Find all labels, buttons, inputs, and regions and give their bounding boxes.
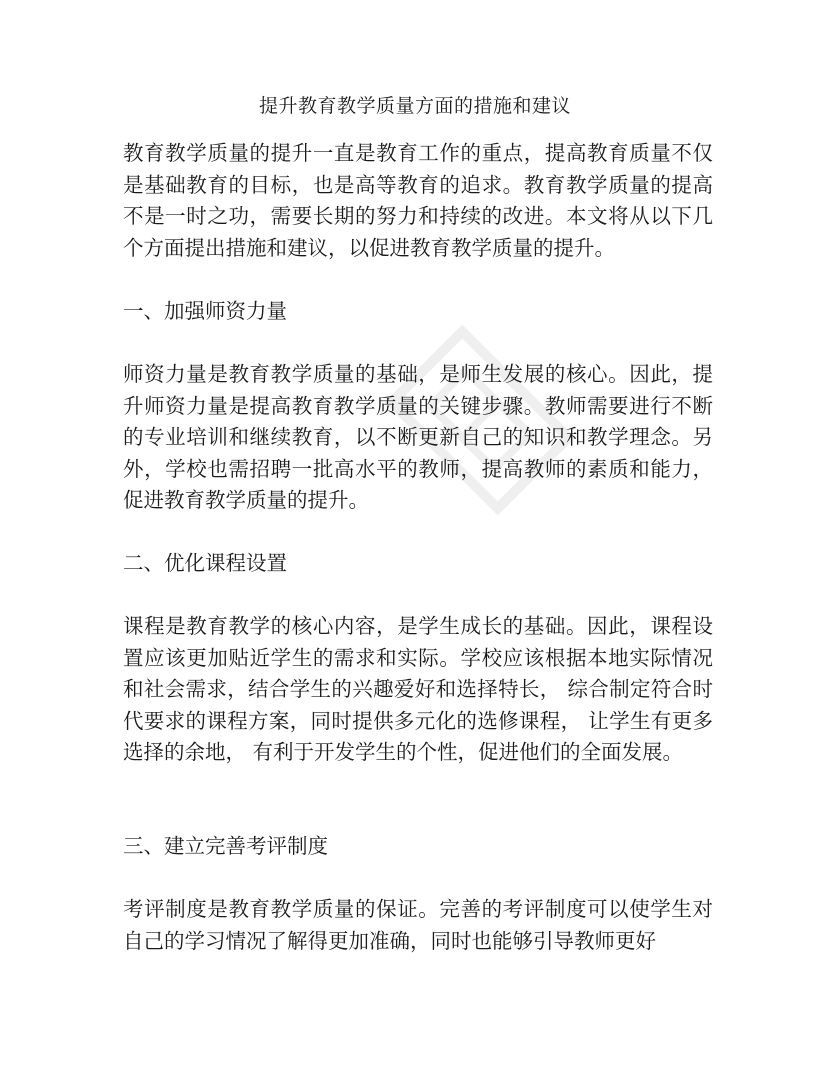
- section-body-1: 师资力量是教育教学质量的基础，是师生发展的核心。因此，提升师资力量是提高教育教学质量的关键步骤。教师需要进行不断的专业培训和继续教育，以不断更新自己的知识和教学理念。另外，学校也需招聘一批高水平的教师，提高教师的素质和能力，促进教育教学质量的提升。: [123, 362, 713, 512]
- section-heading-3: 三、建立完善考评制度: [123, 834, 328, 858]
- intro-paragraph: 教育教学质量的提升一直是教育工作的重点，提高教育质量不仅是基础教育的目标，也是高等教育的追求。教育教学质量的提高不是一时之功，需要长期的努力和持续的改进。本文将从以下几个方面提出措施和建议，以促进教育教学质量的提升。: [123, 141, 713, 260]
- section-heading-1: 一、加强师资力量: [123, 299, 287, 323]
- section-body-3: 考评制度是教育教学质量的保证。完善的考评制度可以使学生对自己的学习情况了解得更加准确，同时也能够引导教师更好: [123, 897, 713, 953]
- section-body-2: 课程是教育教学的核心内容，是学生成长的基础。因此，课程设置应该更加贴近学生的需求和实际。学校应该根据本地实际情况和社会需求，结合学生的兴趣爱好和选择特长， 综合制定符合时代要求的课程方案，同时提供多元化的选修课程， 让学生有更多选择的余地， 有利于开发学生的个性，促进他们的全面发展。: [123, 614, 713, 764]
- section-heading-2: 二、优化课程设置: [123, 551, 287, 575]
- document-title: 提升教育教学质量方面的措施和建议: [258, 95, 571, 117]
